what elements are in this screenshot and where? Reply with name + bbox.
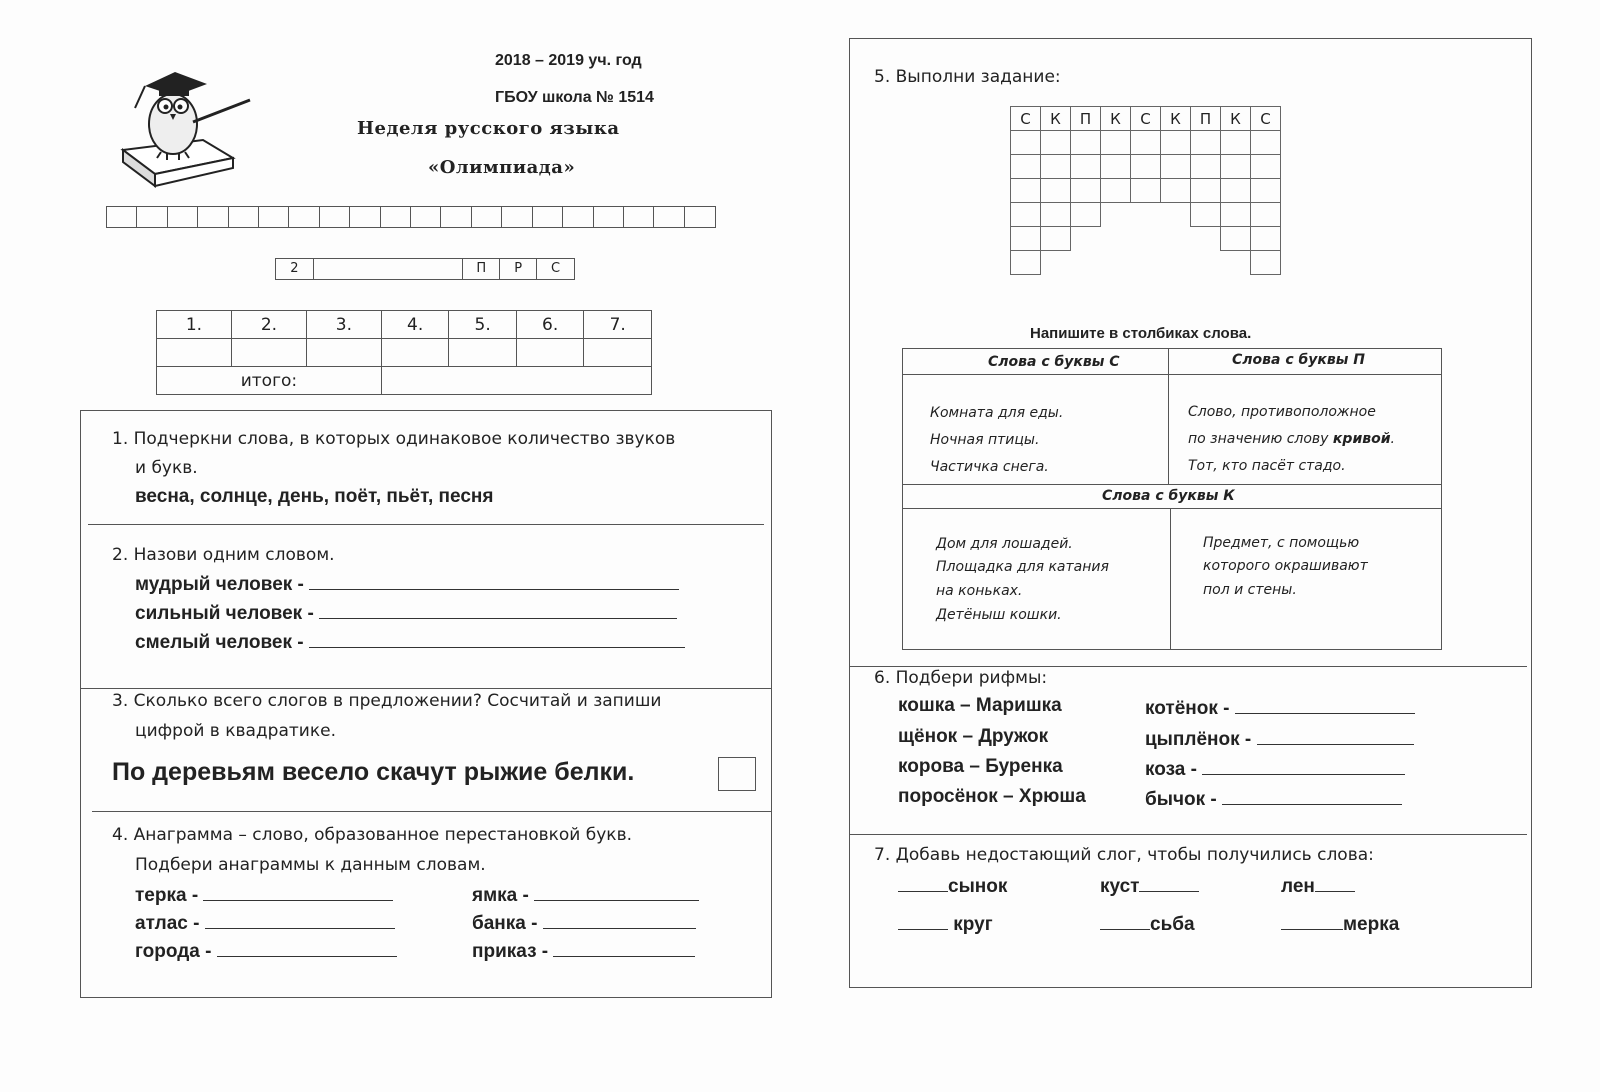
- q4-item: [472, 938, 695, 963]
- q2-answer-line[interactable]: [319, 600, 677, 619]
- syllable-item: [1100, 873, 1199, 898]
- score-cell[interactable]: [516, 339, 584, 367]
- rhyme-answer-line[interactable]: [1222, 786, 1402, 805]
- q1-words[interactable]: весна, солнце, день, поёт, пьёт, песня: [135, 486, 494, 507]
- syllable-word: сьба: [1150, 914, 1195, 935]
- syllable-word: мерка: [1343, 914, 1400, 935]
- page-title: Неделя русского языка: [357, 118, 620, 139]
- q4-item: [135, 910, 395, 935]
- q4-answer-line[interactable]: [534, 882, 699, 901]
- rhyme-pair: щёнок – Дружок: [898, 726, 1049, 747]
- owl-mascot-illustration: [115, 62, 260, 192]
- school-name: ГБОУ школа № 1514: [495, 89, 654, 106]
- q4-text-line2: Подбери анаграммы к данным словам.: [135, 855, 486, 875]
- divider: [88, 524, 764, 525]
- syllable-answer-line[interactable]: [898, 911, 948, 930]
- q4-item: [135, 938, 397, 963]
- score-cell[interactable]: [306, 339, 381, 367]
- c-clue: Частичка снега.: [930, 459, 1049, 475]
- c-clue: Комната для еды.: [930, 405, 1064, 421]
- syllable-item: [1281, 911, 1399, 936]
- k-clue: которого окрашивают: [1203, 558, 1368, 574]
- rhyme-answer-line[interactable]: [1257, 726, 1414, 745]
- grade-cell: 2: [276, 259, 314, 279]
- total-cell[interactable]: [381, 367, 651, 395]
- score-header-5: 5.: [449, 311, 517, 339]
- rhyme-task: [1145, 726, 1414, 751]
- q2-item: [135, 600, 677, 625]
- p-clue: по значению слову кривой.: [1188, 431, 1395, 447]
- score-cell[interactable]: [231, 339, 306, 367]
- rhyme-task: [1145, 786, 1402, 811]
- code-letter-s: С: [551, 261, 561, 276]
- syllable-item: [898, 911, 993, 936]
- p-clue-text: по значению слову: [1188, 431, 1329, 447]
- k-clue: пол и стены.: [1203, 582, 1297, 598]
- syllable-item: [1281, 873, 1355, 898]
- c-clue: Ночная птицы.: [930, 432, 1040, 448]
- name-entry-boxes[interactable]: [106, 206, 716, 228]
- q1-text-line2: и букв.: [135, 458, 198, 478]
- score-table: [156, 310, 652, 395]
- q1-text-line1: 1. Подчеркни слова, в которых одинаковое количество звуков: [112, 429, 676, 449]
- col-p-header: Слова с буквы П: [1232, 352, 1366, 368]
- k-clue: Дом для лошадей.: [936, 536, 1073, 552]
- q4-answer-line[interactable]: [543, 910, 696, 929]
- q3-sentence: По деревьям весело скачут рыжие белки.: [112, 758, 635, 786]
- rhyme-pair: поросёнок – Хрюша: [898, 786, 1086, 807]
- rhyme-task-label: бычок -: [1145, 789, 1217, 810]
- rhyme-answer-line[interactable]: [1235, 695, 1415, 714]
- q2-text: 2. Назови одним словом.: [112, 545, 335, 565]
- q4-answer-line[interactable]: [553, 938, 695, 957]
- k-clue: Площадка для катания: [936, 559, 1109, 575]
- q4-text-line1: 4. Анаграмма – слово, образованное перестановкой букв.: [112, 825, 632, 845]
- q7-text: 7. Добавь недостающий слог, чтобы получились слова:: [874, 845, 1374, 865]
- syllable-answer-line[interactable]: [1139, 873, 1199, 892]
- k-clue: Детёныш кошки.: [936, 607, 1062, 623]
- q4-item-label: приказ -: [472, 941, 549, 962]
- grid-letter: П: [1191, 107, 1221, 131]
- page-subtitle: «Олимпиада»: [428, 157, 576, 178]
- q5-text: 5. Выполни задание:: [874, 67, 1061, 87]
- score-header-7: 7.: [584, 311, 652, 339]
- q4-item: [135, 882, 393, 907]
- score-cell[interactable]: [449, 339, 517, 367]
- score-header-2: 2.: [231, 311, 306, 339]
- code-letter-r: Р: [500, 259, 537, 279]
- syllable-item: [1100, 911, 1195, 936]
- score-header-6: 6.: [516, 311, 584, 339]
- rhyme-pair: кошка – Маришка: [898, 695, 1062, 716]
- grid-letter: К: [1221, 107, 1251, 131]
- col-k-header: Слова с буквы К: [1102, 488, 1235, 504]
- rhyme-task-label: цыплёнок -: [1145, 729, 1252, 750]
- rhyme-task: [1145, 695, 1415, 720]
- syllable-answer-line[interactable]: [1281, 911, 1343, 930]
- grid-letter: С: [1131, 107, 1161, 131]
- q4-item: [472, 910, 696, 935]
- divider: [849, 834, 1527, 835]
- syllable-word: круг: [953, 914, 993, 935]
- q2-item-label: мудрый человек -: [135, 574, 304, 595]
- syllable-word: куст: [1100, 876, 1140, 897]
- crossword-grid[interactable]: [1010, 106, 1281, 275]
- clue-divider: [1168, 348, 1169, 484]
- q6-text: 6. Подбери рифмы:: [874, 668, 1048, 688]
- q2-item-label: сильный человек -: [135, 603, 314, 624]
- score-cell[interactable]: [584, 339, 652, 367]
- clue-divider: [902, 508, 1442, 509]
- q4-item-label: города -: [135, 941, 212, 962]
- code-letter-p: П: [463, 259, 500, 279]
- p-clue: Тот, кто пасёт стадо.: [1188, 458, 1346, 474]
- q4-item-label: терка -: [135, 885, 199, 906]
- clue-divider: [1170, 508, 1171, 650]
- score-header-3: 3.: [306, 311, 381, 339]
- syllable-item: [898, 873, 1007, 898]
- rhyme-task-label: котёнок -: [1145, 698, 1230, 719]
- grid-letter: С: [1251, 107, 1281, 131]
- rhyme-task-label: коза -: [1145, 759, 1197, 780]
- q4-item: [472, 882, 699, 907]
- syllable-answer-line[interactable]: [1100, 911, 1150, 930]
- q4-item-label: атлас -: [135, 913, 200, 934]
- q2-answer-line[interactable]: [309, 629, 685, 648]
- q4-answer-line[interactable]: [217, 938, 397, 957]
- score-cell[interactable]: [157, 339, 232, 367]
- p-clue-keyword: кривой: [1332, 431, 1391, 447]
- score-header-4: 4.: [381, 311, 449, 339]
- q4-answer-line[interactable]: [205, 910, 395, 929]
- clue-divider: [902, 484, 1442, 485]
- syllable-answer-line[interactable]: [1315, 873, 1355, 892]
- grid-letter: К: [1161, 107, 1191, 131]
- syllable-answer-line[interactable]: [898, 873, 948, 892]
- q3-text-line1: 3. Сколько всего слогов в предложении? Сосчитай и запиши: [112, 691, 662, 711]
- grid-letter: К: [1041, 107, 1071, 131]
- rhyme-task: [1145, 756, 1405, 781]
- q2-answer-line[interactable]: [309, 571, 679, 590]
- score-cell[interactable]: [381, 339, 449, 367]
- q2-item-label: смелый человек -: [135, 632, 304, 653]
- grid-letter: С: [1011, 107, 1041, 131]
- k-clue: на коньках.: [936, 583, 1023, 599]
- grid-letter: П: [1071, 107, 1101, 131]
- q4-item-label: банка -: [472, 913, 538, 934]
- clue-divider: [902, 374, 1442, 375]
- q3-text-line2: цифрой в квадратике.: [135, 721, 336, 741]
- k-clue: Предмет, с помощью: [1203, 535, 1360, 551]
- p-clue: Слово, противоположное: [1188, 404, 1376, 420]
- q3-answer-box[interactable]: [718, 757, 756, 791]
- rhyme-answer-line[interactable]: [1202, 756, 1405, 775]
- col-c-header: Слова с буквы С: [988, 354, 1120, 370]
- rhyme-pair: корова – Буренка: [898, 756, 1063, 777]
- school-year: 2018 – 2019 уч. год: [495, 52, 642, 69]
- syllable-word: сынок: [948, 876, 1008, 897]
- q2-item: [135, 571, 679, 596]
- q2-item: [135, 629, 685, 654]
- participant-code-strip[interactable]: [275, 258, 575, 280]
- q4-item-label: ямка -: [472, 885, 529, 906]
- score-header-1: 1.: [157, 311, 232, 339]
- divider: [92, 811, 772, 812]
- total-label: итого:: [157, 367, 382, 395]
- q4-answer-line[interactable]: [203, 882, 393, 901]
- q5-instruction: Напишите в столбиках слова.: [1030, 325, 1252, 342]
- syllable-word: лен: [1281, 876, 1315, 897]
- grid-letter: К: [1101, 107, 1131, 131]
